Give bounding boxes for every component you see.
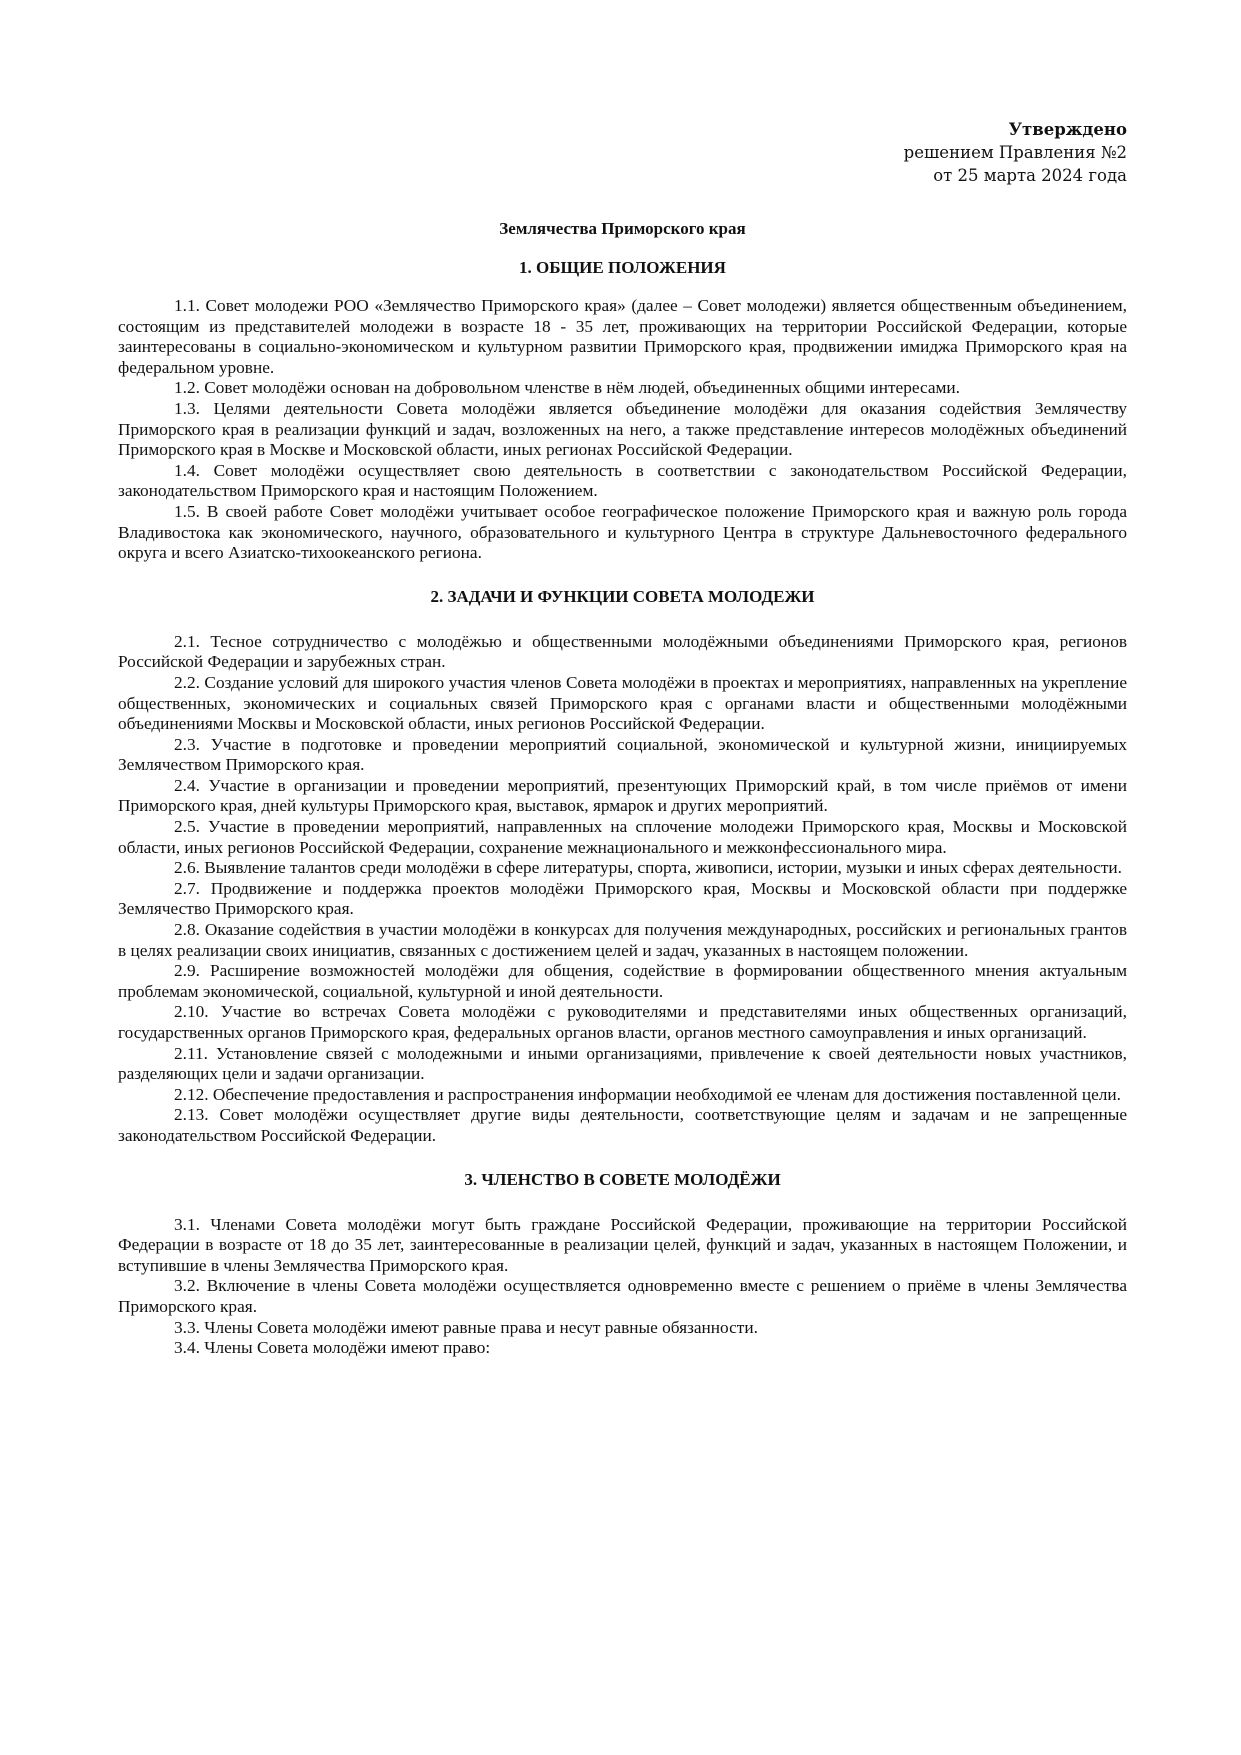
approval-decision: решением Правления №2 — [903, 143, 1127, 162]
section-1-body — [118, 296, 1127, 564]
paragraph-3-1: 3.1. Членами Совета молодёжи могут быть граждане Российской Федерации, проживающие на территории Российской Федерации в возрасте от 18 до 35 лет, заинтересованные в реализации целей, функций и задач, указанных в настоящем Положении, и вступившие в члены Землячества Приморского края. — [118, 1214, 1127, 1275]
section-3-title: 3. ЧЛЕНСТВО В СОВЕТЕ МОЛОДЁЖИ — [464, 1169, 781, 1189]
organization-title: Землячества Приморского края — [499, 219, 746, 238]
section-2-title: 2. ЗАДАЧИ И ФУНКЦИИ СОВЕТА МОЛОДЕЖИ — [430, 586, 815, 606]
paragraph-3-4: 3.4. Члены Совета молодёжи имеют право: — [174, 1338, 491, 1358]
paragraph-1-1: 1.1. Совет молодежи РОО «Землячество Приморского края» (далее – Совет молодежи) является общественным объединением, состоящим из представителей молодежи в возрасте 18 - 35 лет, проживающих на территории Российской Федерации, которые заинтересованы в социально-экономическом и культурном развитии Приморского края, продвижении имиджа Приморского края на федеральном уровне. — [118, 296, 1127, 377]
paragraph-2-9: 2.9. Расширение возможностей молодёжи для общения, содействие в формировании общественного мнения актуальным проблемам экономической, социальной, культурной и иной деятельности. — [118, 961, 1127, 1001]
paragraph-2-2: 2.2. Создание условий для широкого участия членов Совета молодёжи в проектах и мероприятиях, направленных на укрепление общественных, экономических и социальных связей Приморского края с органами власти и общественными молодёжными объединениями Москвы и Московской области, иных регионов Российской Федерации. — [118, 672, 1127, 734]
paragraph-3-3: 3.3. Члены Совета молодёжи имеют равные права и несут равные обязанности. — [174, 1317, 758, 1337]
paragraph-1-2: 1.2. Совет молодёжи основан на добровольном членстве в нём людей, объединенных общими интересами. — [174, 378, 961, 398]
paragraph-2-7: 2.7. Продвижение и поддержка проектов молодёжи Приморского края, Москвы и Московской области при поддержке Землячество Приморского края. — [118, 878, 1127, 919]
section-1-title: 1. ОБЩИЕ ПОЛОЖЕНИЯ — [519, 258, 726, 277]
paragraph-1-5: 1.5. В своей работе Совет молодёжи учитывает особое географическое положение Приморского края и важную роль города Владивостока как экономического, научного, образовательного и культурного Центра в структуре Дальневосточного федерального округа и всего Азиатско-тихоокеанского региона. — [118, 501, 1127, 563]
section-2-body — [118, 632, 1127, 1147]
paragraph-2-8: 2.8. Оказание содействия в участии молодёжи в конкурсах для получения международных, российских и региональных грантов в целях реализации своих инициатив, связанных с достижением целей и задач, указанных в настоящем положении. — [118, 920, 1127, 960]
approval-heading: Утверждено — [1008, 120, 1127, 139]
paragraph-2-10: 2.10. Участие во встречах Совета молодёжи с руководителями и представителями иных общественных организаций, государственных органов Приморского края, федеральных органов власти, органов местного самоуправления и иных организаций. — [118, 1002, 1127, 1042]
paragraph-1-4: 1.4. Совет молодёжи осуществляет свою деятельность в соответствии с законодательством Российской Федерации, законодательством Приморского края и настоящим Положением. — [118, 460, 1127, 501]
paragraph-2-4: 2.4. Участие в организации и проведении мероприятий, презентующих Приморский край, в том числе приёмов от имени Приморского края, дней культуры Приморского края, выставок, ярмарок и других мероприятий. — [118, 775, 1127, 816]
paragraph-2-1: 2.1. Тесное сотрудничество с молодёжью и общественными молодёжными объединениями Приморского края, регионов Российской Федерации и зарубежных стран. — [118, 631, 1127, 672]
approval-block — [118, 118, 1127, 187]
section-3-body — [118, 1215, 1127, 1359]
paragraph-1-3: 1.3. Целями деятельности Совета молодёжи является объединение молодёжи для оказания содействия Землячеству Приморского края в реализации функций и задач, возложенных на него, а также представление интересов молодёжных объединений Приморского края в Москве и Московской области, иных регионах Российской Федерации. — [118, 398, 1127, 460]
approval-date: от 25 марта 2024 года — [933, 166, 1127, 185]
paragraph-2-12: 2.12. Обеспечение предоставления и распространения информации необходимой ее членам для достижения поставленной цели. — [174, 1084, 1121, 1104]
paragraph-2-5: 2.5. Участие в проведении мероприятий, направленных на сплочение молодежи Приморского края, Москвы и Московской области, иных регионов Российской Федерации, сохранение межнационального и межконфессионального мира. — [118, 817, 1127, 857]
paragraph-2-13: 2.13. Совет молодёжи осуществляет другие виды деятельности, соответствующие целям и задачам и не запрещенные законодательством Российской Федерации. — [118, 1105, 1127, 1145]
paragraph-3-2: 3.2. Включение в члены Совета молодёжи осуществляется одновременно вместе с решением о приёме в члены Землячества Приморского края. — [118, 1276, 1127, 1316]
document-page — [118, 118, 1127, 1359]
paragraph-2-11: 2.11. Установление связей с молодежными и иными организациями, привлечение к своей деятельности новых участников, разделяющих цели и задачи организации. — [118, 1043, 1127, 1084]
paragraph-2-3: 2.3. Участие в подготовке и проведении мероприятий социальной, экономической и культурной жизни, инициируемых Землячеством Приморского края. — [118, 734, 1127, 775]
paragraph-2-6: 2.6. Выявление талантов среди молодёжи в сфере литературы, спорта, живописи, истории, музыки и иных сферах деятельности. — [174, 858, 1123, 878]
